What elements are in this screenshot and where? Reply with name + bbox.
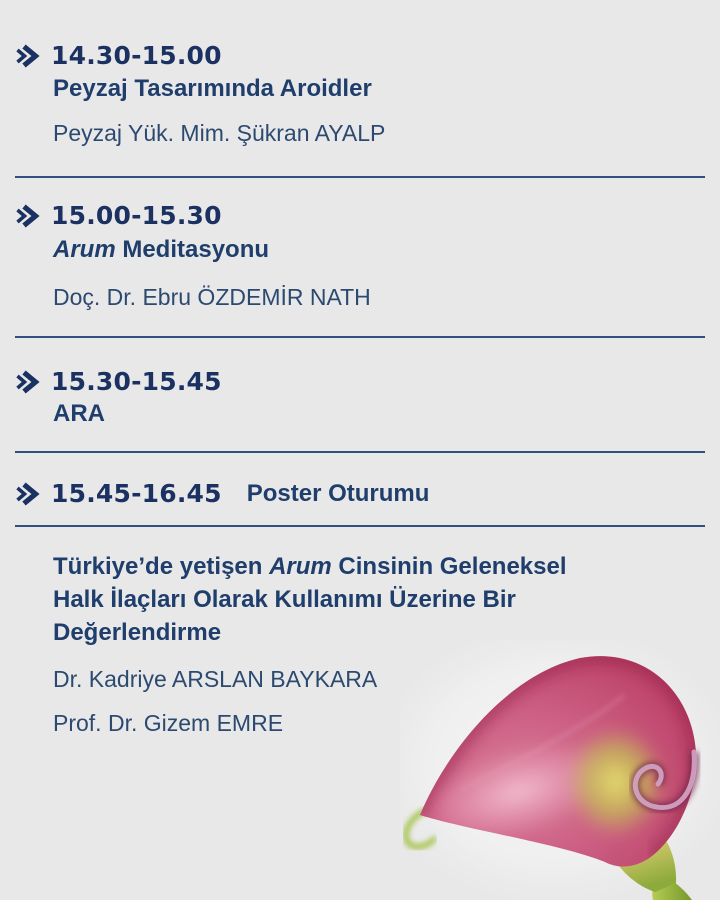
paper-title-text: Cinsinin Geleneksel (331, 553, 567, 580)
session-time: 15.00-15.30 (51, 201, 222, 230)
calla-lily-photo (400, 640, 720, 900)
session-time: 15.30-15.45 (51, 367, 222, 396)
paper-title-text: Halk İlaçları Olarak Kullanımı Üzerine Bir (53, 586, 516, 613)
session-title-inline: Poster Oturumu (246, 479, 430, 507)
divider (15, 451, 705, 453)
poster-author: Prof. Dr. Gizem EMRE (53, 710, 284, 736)
paper-title-line (53, 583, 567, 616)
session-title-rest: Meditasyonu (115, 236, 270, 263)
double-chevron-icon (14, 368, 40, 396)
session-title: Peyzaj Tasarımında Aroidler (53, 75, 372, 102)
poster-author: Dr. Kadriye ARSLAN BAYKARA (53, 666, 378, 692)
session-4-time-row (14, 479, 429, 508)
paper-title-line (53, 550, 567, 583)
double-chevron-icon (14, 202, 40, 230)
session-speaker: Peyzaj Yük. Mim. Şükran AYALP (53, 120, 386, 146)
poster-paper-title (53, 550, 567, 649)
paper-title-text: Değerlendirme (53, 619, 222, 646)
paper-title-text: Türkiye’de yetişen (53, 553, 270, 580)
double-chevron-icon (14, 480, 40, 508)
session-2-time-row (14, 201, 222, 230)
session-speaker: Doç. Dr. Ebru ÖZDEMİR NATH (53, 284, 371, 310)
session-time: 14.30-15.00 (51, 41, 222, 70)
break-label: ARA (53, 400, 105, 427)
double-chevron-icon (14, 42, 40, 70)
latin-genus-name: Arum (269, 553, 332, 580)
latin-genus-name: Arum (53, 236, 116, 263)
divider (15, 336, 705, 338)
session-3-time-row (14, 367, 222, 396)
session-1-time-row (14, 41, 222, 70)
divider (15, 525, 705, 527)
session-title (53, 236, 269, 264)
session-time: 15.45-16.45 (51, 479, 222, 508)
divider (15, 176, 705, 178)
